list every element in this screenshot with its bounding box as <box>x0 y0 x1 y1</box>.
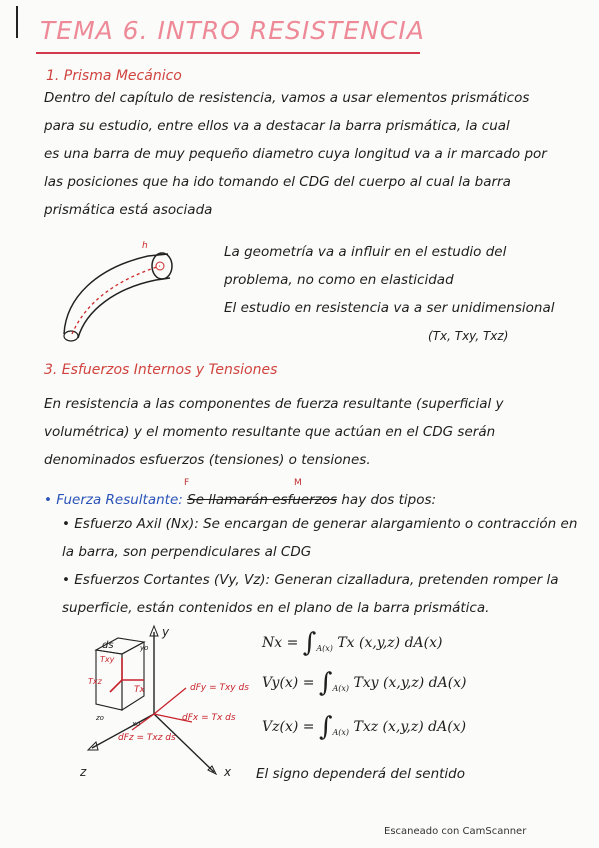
section1-line: para su estudio, entre ellos va a destacar la barra prismática, la cual <box>44 118 510 134</box>
formula-nx <box>262 628 442 658</box>
cortantes-line: • Esfuerzos Cortantes (Vy, Vz): Generan cizalladura, pretenden romper la <box>62 572 559 588</box>
scanner-watermark: Escaneado con CamScanner <box>384 826 527 837</box>
formula-vy <box>262 668 467 698</box>
z-label: z <box>80 765 87 779</box>
bar-lower-edge <box>78 278 170 338</box>
formula-lhs: Nx = <box>262 635 299 651</box>
section1-heading: 1. Prisma Mecánico <box>46 68 182 84</box>
txy-label: Txy <box>100 655 115 664</box>
page-title: TEMA 6. INTRO RESISTENCIA <box>40 16 425 45</box>
z-arrow <box>88 742 98 750</box>
cube-side <box>122 642 144 710</box>
formula-rhs: Txz (x,y,z) dA(x) <box>353 719 467 735</box>
sign-note: El signo dependerá del sentido <box>256 766 466 782</box>
integral-domain: A(x) <box>332 727 350 737</box>
fuerza-label: • Fuerza Resultante: <box>44 492 183 508</box>
formula-lhs: Vy(x) = <box>262 675 315 691</box>
axil-line: la barra, son perpendiculares al CDG <box>62 544 312 560</box>
cortantes-description <box>62 566 559 622</box>
y-label: y <box>162 625 170 639</box>
txz-arrow <box>110 680 122 692</box>
integral-sign: ∫ <box>302 628 317 658</box>
integral-sign: ∫ <box>318 668 333 698</box>
bar-end-section <box>152 253 172 279</box>
fuerza-resultante-line <box>44 492 436 508</box>
prismatic-bar-figure <box>56 238 186 348</box>
dfy-arrow <box>154 688 186 714</box>
bar-end-left <box>64 331 78 341</box>
dfz-label: dFz = Txz ds <box>118 733 176 743</box>
dfy-label: dFy = Txy ds <box>190 683 249 693</box>
section3-line: En resistencia a las componentes de fuerza resultante (superficial y <box>44 396 504 412</box>
moment-mark: M <box>294 478 302 488</box>
side-line: La geometría va a influir en el estudio del <box>224 244 507 260</box>
title-underline <box>36 52 420 54</box>
integral-sign: ∫ <box>318 712 333 742</box>
yo-label: yo <box>140 644 149 652</box>
x-label: x <box>224 765 232 779</box>
formula-lhs: Vz(x) = <box>262 719 315 735</box>
section1-line: Dentro del capítulo de resistencia, vamos a usar elementos prismáticos <box>44 90 530 106</box>
cdg-line <box>72 266 160 334</box>
ds-label: ds <box>102 640 114 651</box>
stress-element-diagram <box>74 622 254 782</box>
section1-line: las posiciones que ha ido tomando el CDG del cuerpo al cual la barra <box>44 174 511 190</box>
xo-label: xo <box>132 720 141 728</box>
formula-rhs: Txy (x,y,z) dA(x) <box>353 675 467 691</box>
bar-height-label: h <box>142 241 148 251</box>
section3-line: volumétrica) y el momento resultante que actúan en el CDG serán <box>44 424 496 440</box>
dfx-label: dFx = Tx ds <box>182 713 236 723</box>
section3-heading: 3. Esfuerzos Internos y Tensiones <box>44 362 278 378</box>
formula-rhs: Tx (x,y,z) dA(x) <box>337 635 443 651</box>
section3-paragraph <box>44 390 504 474</box>
section1-line: es una barra de muy pequeño diametro cuya longitud va a ir marcado por <box>44 146 547 162</box>
tx-label: Tx <box>134 685 145 695</box>
section1-side-notes <box>224 238 554 322</box>
cortantes-line: superficie, están contenidos en el plano de la barra prismática. <box>62 600 490 616</box>
stress-components-note: (Tx, Txy, Txz) <box>428 329 509 343</box>
integral-domain: A(x) <box>332 683 349 693</box>
section1-line: prismática está asociada <box>44 202 213 218</box>
side-line: El estudio en resistencia va a ser unidimensional <box>224 300 555 316</box>
zo-label: zo <box>96 714 104 722</box>
section3-line: denominados esfuerzos (tensiones) o tensiones. <box>44 452 371 468</box>
section1-paragraph <box>44 84 547 224</box>
margin-mark <box>16 6 18 38</box>
fuerza-struck-text: Se llamarán esfuerzos <box>187 492 338 508</box>
formula-vz <box>262 712 466 742</box>
integral-domain: A(x) <box>316 643 333 653</box>
axil-line: • Esfuerzo Axil (Nx): Se encargan de generar alargamiento o contracción en <box>62 516 578 532</box>
force-mark: F <box>184 478 190 488</box>
fuerza-rest-text: hay dos tipos: <box>341 492 437 508</box>
txz-label: Txz <box>88 677 102 686</box>
side-line: problema, no como en elasticidad <box>224 272 454 288</box>
axil-description <box>62 510 577 566</box>
